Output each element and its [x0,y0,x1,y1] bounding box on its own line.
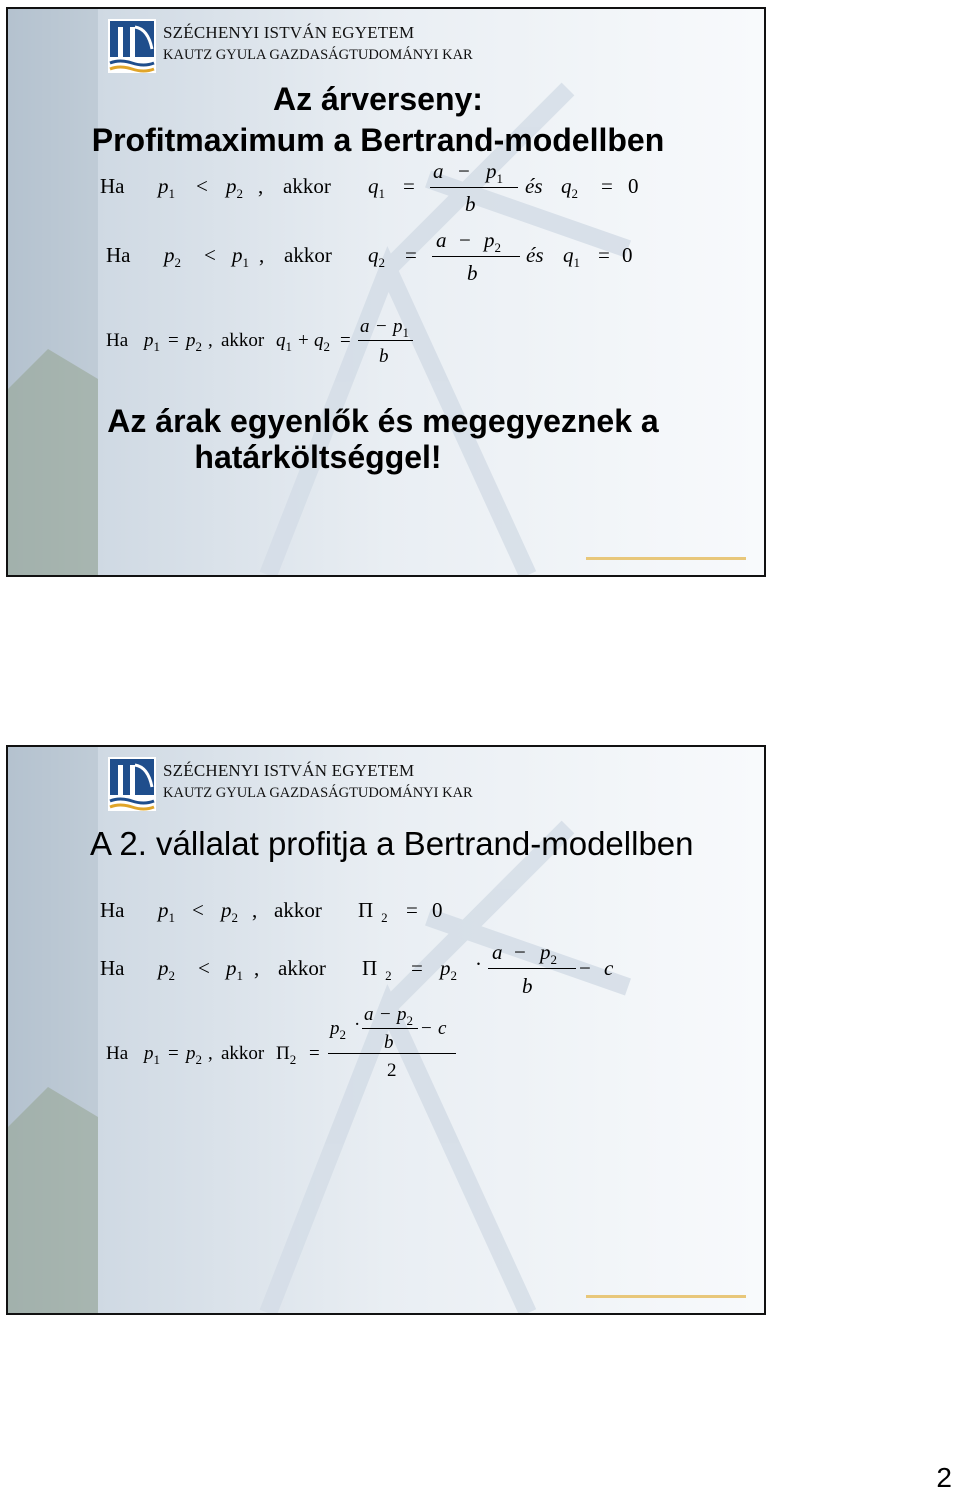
equals: = [598,243,610,267]
var-p: $p_1$ [144,1043,160,1067]
slide-1 [6,7,766,577]
comma: , [208,330,213,351]
denominator-b: b [379,346,389,367]
equals: = [403,174,415,198]
equals: = [340,330,351,351]
conclusion-line-2: határköltséggel! [194,439,442,475]
less-than: < [196,174,208,198]
akkor-label: akkor [221,330,265,351]
fraction-bar [432,256,520,257]
akkor-label: akkor [284,243,332,267]
minus: − [380,1004,391,1025]
var-p: $p_2$ [164,243,181,270]
minus: − [579,956,591,980]
comma: , [258,174,264,198]
es-label: és [526,243,544,267]
denominator-b: b [467,261,478,285]
numerator-a: a [360,316,370,337]
fraction-bar [430,187,518,188]
numerator-a: a [433,159,444,183]
equals: = [168,1043,179,1064]
multiply-dot: · [475,952,482,976]
var-p: $p_2$ [158,956,175,983]
equals: = [309,1043,320,1064]
ha-label: Ha [100,898,125,922]
slide-title [68,81,688,159]
numerator-a: a [492,940,503,964]
denominator-b: b [522,974,533,998]
akkor-label: akkor [278,956,326,980]
minus: − [458,159,470,183]
ha-label: Ha [106,243,131,267]
comma: , [252,898,258,922]
var-q: $q_2$ [314,330,330,354]
less-than: < [198,956,210,980]
equals: = [168,330,179,351]
denominator-2: 2 [387,1060,397,1081]
numerator-p: $p_2$ [397,1004,413,1028]
multiply-dot: · [354,1014,361,1035]
var-q: $q_1$ [368,174,385,201]
less-than: < [192,898,204,922]
es-label: és [525,174,543,198]
zero: 0 [622,243,633,267]
university-logo [108,757,156,811]
numerator-p: $p_2$ [484,228,501,255]
equals: = [601,174,613,198]
ha-label: Ha [106,1043,129,1064]
var-q: $q_1$ [276,330,292,354]
faculty-name: KAUTZ GYULA GAZDASÁGTUDOMÁNYI KAR [163,785,473,801]
numerator-p: $p_1$ [486,159,503,186]
var-p: $p_2$ [440,956,457,983]
faculty-name: KAUTZ GYULA GAZDASÁGTUDOMÁNYI KAR [163,47,473,63]
denominator-b: b [465,192,476,216]
fraction-bar [358,340,413,341]
equals: = [406,898,418,922]
minus: − [376,316,387,337]
comma: , [259,243,265,267]
var-p: $p_2$ [330,1018,346,1042]
numerator-p: $p_2$ [540,940,557,967]
conclusion-text [48,403,718,475]
slide-2 [6,745,766,1315]
numerator-p: $p_1$ [393,316,409,340]
ha-label: Ha [106,330,129,351]
akkor-label: akkor [274,898,322,922]
accent-line [586,557,746,560]
university-name: SZÉCHENYI ISTVÁN EGYETEM [163,761,415,780]
title-line-1: Az árverseny: [273,81,483,117]
minus: − [421,1018,432,1039]
minus: − [514,940,526,964]
var-p: $p_2$ [186,1043,202,1067]
var-p: $p_1$ [158,174,175,201]
page-number: 2 [936,1462,952,1493]
less-than: < [204,243,216,267]
var-p: $p_1$ [232,243,249,270]
var-q: $q_2$ [368,243,385,270]
var-q: $q_1$ [563,243,580,270]
var-c: c [604,956,614,980]
inner-fraction-bar [362,1028,418,1029]
akkor-label: akkor [221,1043,265,1064]
numerator-a: a [364,1004,374,1025]
comma: , [254,956,260,980]
var-p: $p_2$ [221,898,238,925]
accent-line [586,1295,746,1298]
pi-symbol: Π $_2$ [358,898,388,925]
pi-symbol: $\Pi_2$ [276,1043,297,1067]
fraction-bar [488,968,576,969]
var-p: $p_1$ [144,330,160,354]
var-p: $p_1$ [158,898,175,925]
minus: − [459,228,471,252]
outer-fraction-bar [328,1053,456,1054]
akkor-label: akkor [283,174,331,198]
equals: = [405,243,417,267]
equals: = [411,956,423,980]
conclusion-line-1: Az árak egyenlők és megegyeznek a [107,403,659,439]
denominator-b: b [384,1032,394,1053]
university-name: SZÉCHENYI ISTVÁN EGYETEM [163,23,415,42]
plus: + [298,330,309,351]
numerator-a: a [436,228,447,252]
pi-symbol: Π $_2$ [362,956,392,983]
zero: 0 [432,898,443,922]
ha-label: Ha [100,956,125,980]
comma: , [208,1043,213,1064]
zero: 0 [628,174,639,198]
slide-title: A 2. vállalat profitja a Bertrand-modellben [90,825,694,862]
var-c: c [438,1018,447,1039]
var-q: $q_2$ [561,174,578,201]
title-line-2: Profitmaximum a Bertrand-modellben [91,122,665,158]
ha-label: Ha [100,174,125,198]
var-p: $p_1$ [226,956,243,983]
var-p: $p_2$ [226,174,243,201]
university-logo [108,19,156,73]
var-p: $p_2$ [186,330,202,354]
